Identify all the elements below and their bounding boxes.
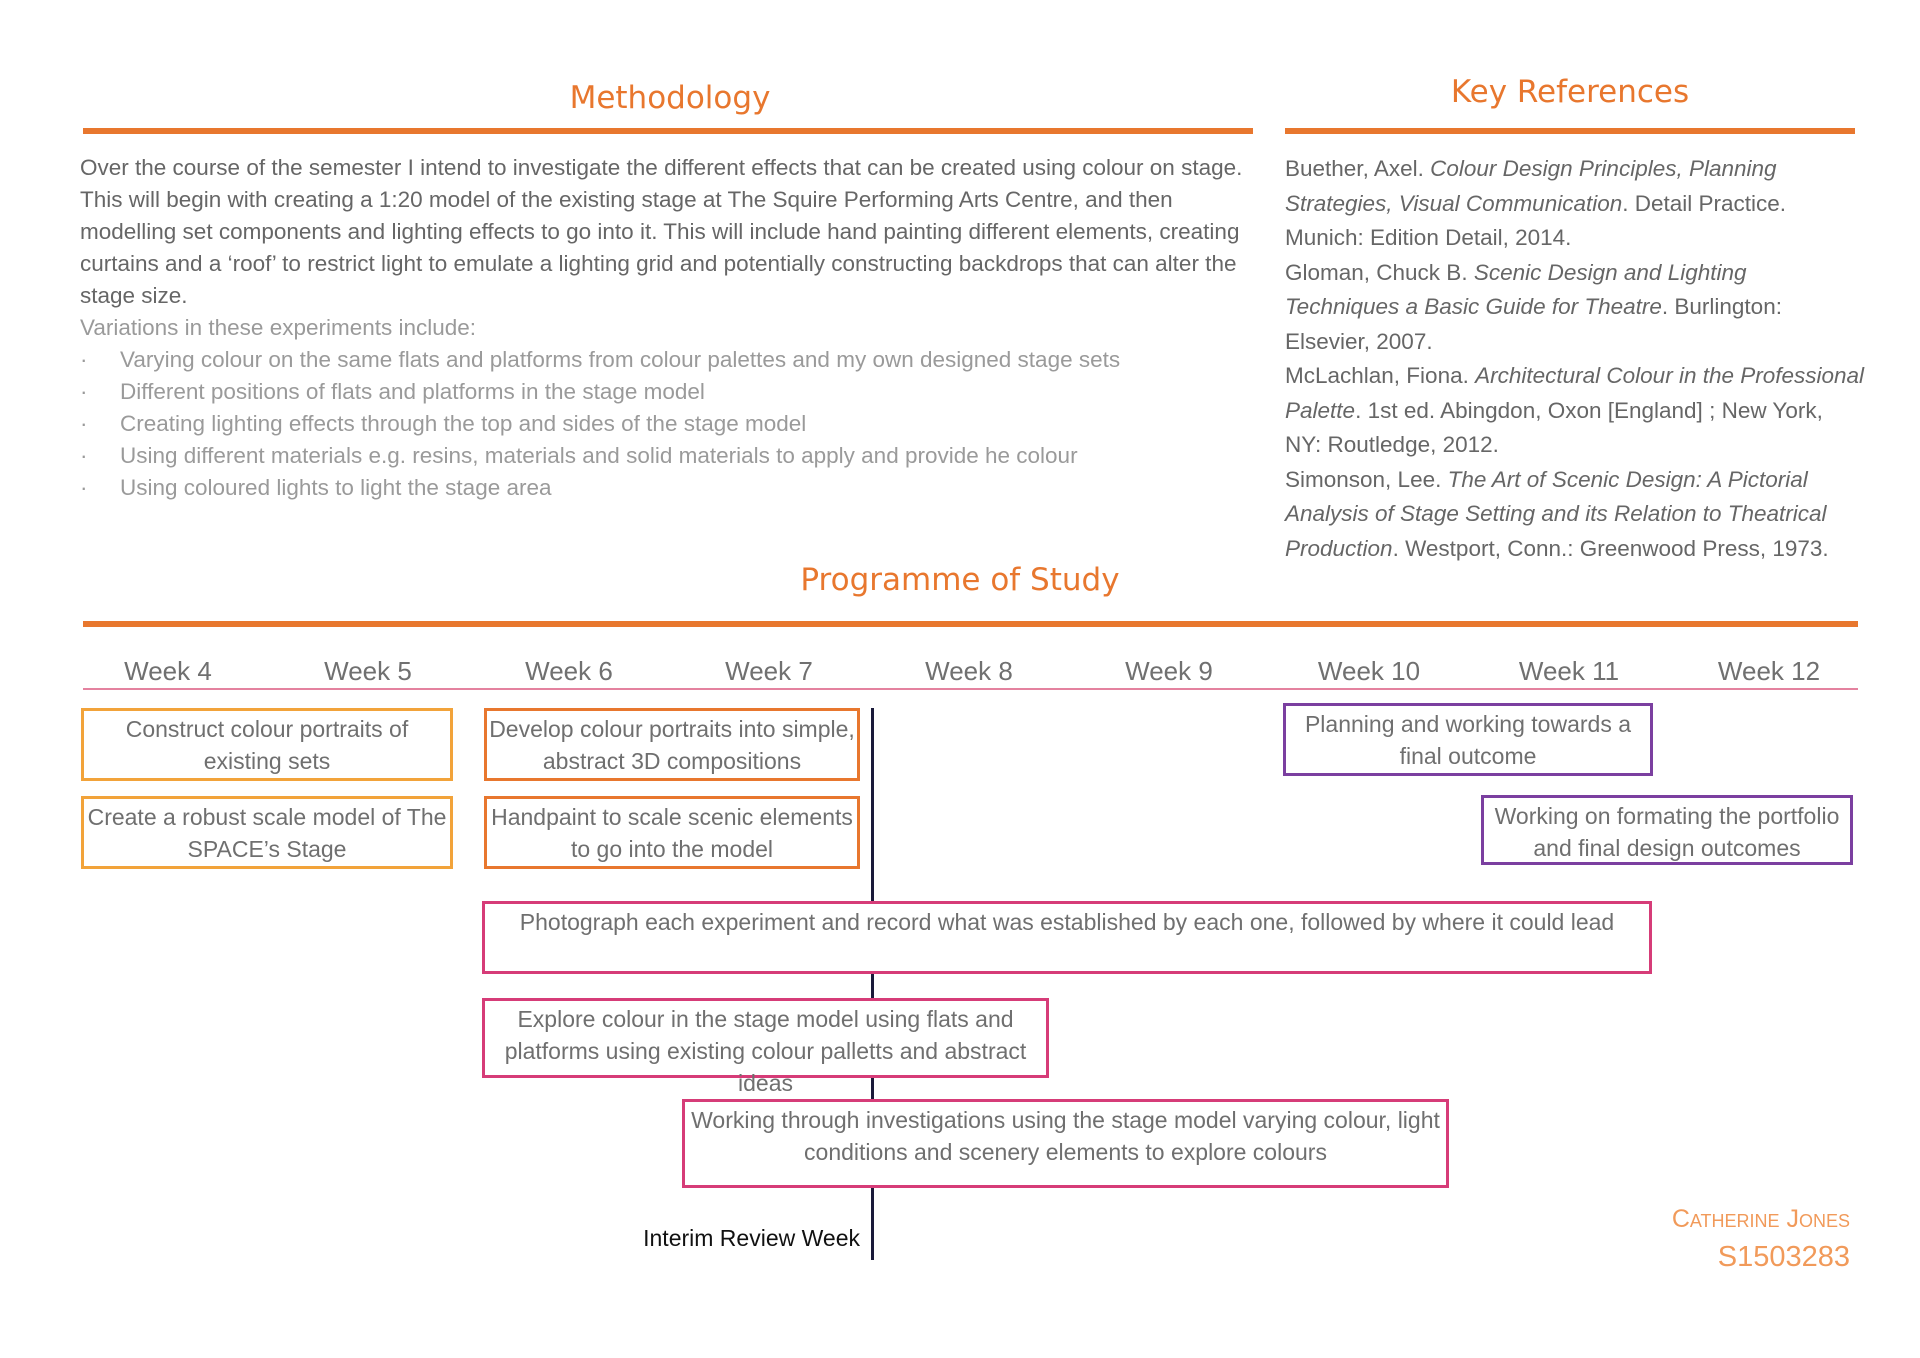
programme-rule bbox=[83, 621, 1858, 627]
methodology-text bbox=[80, 152, 1260, 504]
variations-intro: Variations in these experiments include: bbox=[80, 315, 477, 340]
week-header: Week 10 bbox=[1317, 656, 1421, 686]
task-box: Handpaint to scale scenic elements to go into the model bbox=[484, 796, 860, 869]
programme-heading: Programme of Study bbox=[800, 562, 1120, 598]
task-box: Construct colour portraits of existing sets bbox=[81, 708, 453, 781]
methodology-rule bbox=[83, 128, 1253, 134]
week-header: Week 12 bbox=[1717, 656, 1821, 686]
task-box: Explore colour in the stage model using flats and platforms using existing colour palletts and abstract ideas bbox=[482, 998, 1049, 1078]
interim-review-label: Interim Review Week bbox=[643, 1225, 860, 1251]
references-list bbox=[1285, 152, 1865, 566]
author-name: Catherine Jones bbox=[1671, 1205, 1850, 1233]
week-header: Week 9 bbox=[1125, 656, 1213, 686]
task-box: Photograph each experiment and record what was established by each one, followed by where it could lead bbox=[482, 901, 1652, 974]
task-box: Planning and working towards a final outcome bbox=[1283, 703, 1653, 776]
task-box: Working on formating the portfolio and final design outcomes bbox=[1481, 795, 1853, 865]
student-id: S1503283 bbox=[1717, 1241, 1850, 1273]
task-box: Develop colour portraits into simple, abstract 3D compositions bbox=[484, 708, 860, 781]
list-item: · Varying colour on the same flats and platforms from colour palettes and my own designed stage sets bbox=[80, 347, 1121, 372]
methodology-heading: Methodology bbox=[569, 80, 771, 116]
list-item: · Different positions of flats and platforms in the stage model bbox=[80, 379, 705, 404]
references-rule bbox=[1285, 128, 1855, 134]
reference-item: Buether, Axel. Colour Design Principles, Planning Strategies, Visual Communication. Detail Practice. Munich: Edition Detail, 2014. bbox=[1285, 156, 1787, 250]
reference-item: McLachlan, Fiona. Architectural Colour in the Professional Palette. 1st ed. Abingdon, Oxon [England] ; New York, NY: Routledge, 2012. bbox=[1285, 363, 1865, 457]
week-header: Week 4 bbox=[124, 656, 212, 686]
task-box: Working through investigations using the stage model varying colour, light conditions and scenery elements to explore colours bbox=[682, 1099, 1449, 1188]
week-header: Week 8 bbox=[925, 656, 1013, 686]
week-divider bbox=[83, 688, 1858, 690]
week-header: Week 6 bbox=[525, 656, 613, 686]
week-header: Week 11 bbox=[1518, 656, 1620, 686]
list-item: · Creating lighting effects through the top and sides of the stage model bbox=[80, 411, 807, 436]
week-header: Week 7 bbox=[725, 656, 813, 686]
methodology-paragraph: Over the course of the semester I intend to investigate the different effects that can be created using colour on stage. This will begin with creating a 1:20 model of the existing stage at The Squire Performing Arts Centre, and then modelling set components and lighting effects to go into it. This will include hand painting different elements, creating curtains and a ‘roof’ to restrict light to emulate a lighting grid and potentially constructing backdrops that can alter the stage size. bbox=[80, 155, 1243, 308]
list-item: · Using different materials e.g. resins, materials and solid materials to apply and provide he colour bbox=[80, 443, 1078, 468]
variations-list bbox=[80, 344, 1260, 504]
references-heading: Key References bbox=[1450, 74, 1690, 110]
reference-item: Gloman, Chuck B. Scenic Design and Lighting Techniques a Basic Guide for Theatre. Burlington: Elsevier, 2007. bbox=[1285, 259, 1782, 354]
week-header: Week 5 bbox=[324, 656, 412, 686]
reference-item: Simonson, Lee. The Art of Scenic Design: A Pictorial Analysis of Stage Setting and its Relation to Theatrical Production. Westport, Conn.: Greenwood Press, 1973. bbox=[1285, 466, 1829, 561]
task-box: Create a robust scale model of The SPACE’s Stage bbox=[81, 796, 453, 869]
list-item: · Using coloured lights to light the stage area bbox=[80, 475, 552, 500]
